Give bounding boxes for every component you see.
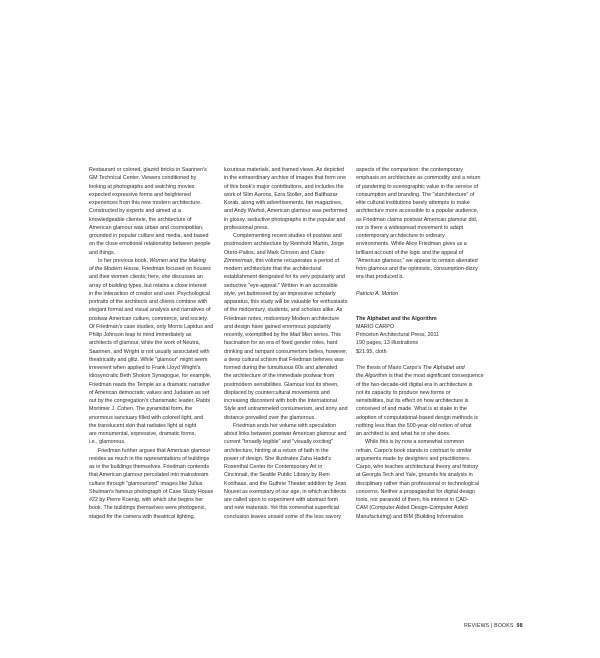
text-line: Manufacturing) and BIM (Building Information bbox=[356, 513, 464, 520]
text-line: from glamour and the optimistic, consumption-dizzy bbox=[356, 266, 478, 272]
text-line: irreverent when applied to Frank Lloyd Wright's bbox=[89, 365, 201, 371]
text-line: Complementing recent studies of postwar and bbox=[233, 233, 342, 239]
text-line: Saarinen, and Wright is not usually associated with bbox=[89, 348, 210, 355]
text-line: array of building types, but retains a close interest bbox=[89, 282, 207, 289]
text-line: American glamour was urban and cosmopolitan, bbox=[89, 224, 204, 231]
text-line: arguments made by designers and practitioners. bbox=[356, 455, 471, 462]
text-line: Mortimer J. Cohen. The pyramidal form, the bbox=[89, 406, 193, 413]
text-line: i.e., glamorous. bbox=[89, 439, 126, 446]
text-line: apparatus, this study will be valuable for enthusiasts bbox=[224, 299, 348, 305]
text-line: in the interaction of creator and user. Psychological bbox=[89, 290, 210, 297]
text-line: Philip Johnson leap to mind immediately as bbox=[89, 332, 192, 338]
text-line: modern architecture that the architectural bbox=[224, 266, 322, 272]
text-line: resides as much in the representations of buildings bbox=[89, 455, 210, 462]
text-line: seductive "eye-appeal." Written in an accessible bbox=[224, 282, 338, 289]
text-line: luxurious materials, and framed views. As depicted bbox=[224, 167, 344, 173]
text-line: conceived of and made. What is at stake in the bbox=[356, 406, 467, 413]
text-line: architects of glamour, while the work of Neutra, bbox=[89, 340, 201, 347]
book-publisher: Princeton Architectural Press, 2011 bbox=[356, 332, 440, 338]
text-line: and their women clients; here, she discusses an bbox=[89, 274, 203, 281]
book-pages: 190 pages, 13 illustrations bbox=[356, 340, 419, 347]
text-line: aspects of the comparison: the contemporary bbox=[356, 167, 463, 173]
text-line: distance prevailed over the glamorous. bbox=[224, 414, 316, 421]
text-line: nor is there a widespread movement to adapt bbox=[356, 224, 464, 231]
text-line: architecture, hinting at a return of faith in the bbox=[224, 447, 329, 454]
text-line: displaced by countercultural movements and bbox=[224, 389, 330, 396]
review-title: The Alphabet and the Algorithm bbox=[356, 315, 437, 322]
text-line: of pandering to scenographic value in the service of bbox=[356, 183, 479, 190]
text-line: environments. While Alice Friedman gives us a bbox=[356, 241, 467, 248]
text-line: Friedman further argues that American glamour bbox=[98, 447, 211, 454]
paragraph-gap bbox=[356, 306, 518, 314]
text-line: refrain, Carpo's book stands in contrast to similar bbox=[356, 447, 472, 454]
text-line: contemporary architecture to ordinary bbox=[356, 233, 445, 239]
text-line: enormous sanctuary filled with colored light, and bbox=[89, 414, 204, 421]
text-line: of the midcentury, students, and scholars alike. As bbox=[224, 307, 343, 314]
text-line: drinking and rampant consumerism belies, however, bbox=[224, 348, 348, 355]
text-line: elite cultural institutions barely attempts to make bbox=[356, 200, 470, 206]
text-line: disciplinary rather than professional or technological bbox=[356, 480, 479, 487]
text-line: #22 by Pierre Koenig, with which she begins her bbox=[89, 497, 204, 503]
text-line: portraits of the architects and clients combine with bbox=[89, 299, 208, 305]
text-line: at Georgia Tech and Yale, grounds his analysis in bbox=[356, 472, 473, 479]
text-line: are monumental, expressive, dramatic forms, bbox=[89, 431, 196, 437]
text-line: of this book's major contributions, and includes the bbox=[224, 183, 344, 190]
text-line: conclusion leaves unsaid some of the less savory bbox=[224, 513, 342, 520]
text-line: increasing discontent with both the International bbox=[224, 398, 337, 404]
text-line: style, yet buttressed by an impressive scholarly bbox=[224, 290, 336, 297]
text-line: power of design. She illustrates Zaha Hadid's bbox=[224, 455, 332, 462]
text-line: are called upon to experiment with abstract form bbox=[224, 497, 339, 503]
text-line: Of Friedman's case studies, only Morris Lapidus and bbox=[89, 323, 214, 330]
text-line: postmodern architecture by Reinhold Martin, Jorge bbox=[224, 241, 344, 248]
text-line: in glossy, seductive photographs in the popular and bbox=[224, 216, 346, 223]
text-line: sensibilities, but its effect on how architecture is bbox=[356, 398, 469, 404]
text-line: recently, exemplified by the Mad Men series. This bbox=[224, 332, 341, 338]
text-line: Korab, along with advertisements, fan magazines, bbox=[224, 200, 343, 206]
text-line: nothing less than the 500-year-old notion of what bbox=[356, 422, 472, 429]
book-price: $21.95, cloth bbox=[356, 348, 387, 355]
page-number: 98 bbox=[516, 623, 523, 629]
text-line: Otero-Pailos, and Mark Crinson and Claire bbox=[224, 249, 325, 256]
text-line: "American glamour," we appear to remain alienated bbox=[356, 257, 478, 264]
text-line: CAM (Computer Aided Design-Computer Aided bbox=[356, 505, 468, 512]
text-line: experiences from this new modern architecture. bbox=[89, 200, 202, 206]
text-line: of the two-decade-old digital era in architecture is bbox=[356, 381, 473, 388]
text-line: Friedman reads the Temple as a dramatic narrative bbox=[89, 381, 210, 388]
text-line: in the extraordinary archive of images that form one bbox=[224, 175, 347, 182]
text-line: postmodern sensibilities. Glamour lost its sheen, bbox=[224, 381, 339, 388]
text-line: Koolhaas, and the Guthrie Theater addition by Jean bbox=[224, 480, 347, 487]
text-line: knowledgeable clientele, the architecture of bbox=[89, 216, 192, 223]
text-line: elegant formal and visual analysis and narratives of bbox=[89, 307, 211, 314]
text-line: In her previous book, Women and the Making bbox=[98, 257, 206, 264]
paragraph-gap bbox=[356, 282, 518, 290]
text-line: fascination for an era of fixed gender roles, hard bbox=[224, 340, 338, 347]
text-line: establishment denigrated for its very popularity and bbox=[224, 274, 345, 281]
paragraph-gap bbox=[356, 356, 518, 364]
text-line: not its capacity to produce new forms or bbox=[356, 389, 451, 396]
text-line: Cincinnati, the Seattle Public Library by Rem bbox=[224, 472, 330, 479]
page-footer bbox=[464, 623, 523, 629]
text-line: While this is by now a somewhat common bbox=[365, 439, 465, 446]
text-line: that American glamour percolated into mainstream bbox=[89, 472, 209, 479]
text-line: on the close emotional relationship between people bbox=[89, 241, 211, 248]
text-line: consumption and branding. The "starchitecture" of bbox=[356, 191, 475, 198]
text-line: the translucent skin that radiates light at night bbox=[89, 422, 197, 429]
text-line: professional press. bbox=[224, 224, 269, 231]
text-line: theatricality and glitz. While "glamour" might seem bbox=[89, 356, 208, 363]
text-line: about links between postwar American glamour and bbox=[224, 431, 347, 437]
text-line: formed during the tumultuous 60s and alienated bbox=[224, 365, 338, 371]
text-line: era that produced it. bbox=[356, 274, 404, 281]
text-line: out by the congregation's charismatic leader, Rabbi bbox=[89, 398, 211, 404]
text-line: emphasis on architecture as commodity and a return bbox=[356, 175, 481, 182]
text-line: and things. bbox=[89, 249, 116, 256]
text-line: Style and untrammeled consumerism, and irony and bbox=[224, 406, 348, 413]
text-line: Nouvel as exemplary of our age, in which architects bbox=[224, 488, 347, 495]
text-line: idiosyncratic Beth Sholom Synagogue, for example, bbox=[89, 373, 212, 380]
text-line: Friedman notes, midcentury Modern architecture bbox=[224, 315, 340, 322]
text-line: a deep cultural schism that Friedman believes was bbox=[224, 356, 344, 363]
text-line: adoption of computational-based design methods is bbox=[356, 414, 479, 421]
book-author: MARIO CARPO bbox=[356, 323, 395, 330]
text-line: GM Technical Center. Viewers conditioned by bbox=[89, 175, 197, 182]
text-line: Zimmerman, this volume recuperates a period of bbox=[224, 257, 339, 264]
text-line: work of Slim Aarons, Ezra Stoller, and Balthazar bbox=[224, 191, 338, 198]
text-line: staged for the camera with theatrical lighting, bbox=[89, 513, 196, 520]
text-line: postwar American culture, commerce, and society. bbox=[89, 315, 208, 322]
text-line: grounded in popular culture and media, and based bbox=[89, 233, 209, 239]
text-line: the Algorithm is that the most significant consequence bbox=[356, 373, 484, 380]
text-line: current "broadly legible" and "visually exciting" bbox=[224, 439, 334, 446]
text-line: Constructed by experts and aimed at a bbox=[89, 208, 181, 215]
text-line: as in the buildings themselves. Friedman contends bbox=[89, 464, 210, 470]
text-line: Rosenthal Center for Contemporary Art in bbox=[224, 464, 323, 470]
reviewer-signature: Patricio A. Morton bbox=[356, 290, 399, 297]
text-line: tools, nor paranoid of them, his interest in CAD- bbox=[356, 497, 469, 503]
paragraph-gap bbox=[356, 298, 518, 306]
text-column-3 bbox=[356, 166, 518, 521]
text-line: concerns. Neither a propagandist for digital design bbox=[356, 488, 476, 495]
text-line: an architect is and what he or she does. bbox=[356, 431, 451, 437]
text-line: book. The buildings themselves were photogenic, bbox=[89, 505, 206, 512]
text-line: looking at photographs and watching movies bbox=[89, 183, 195, 190]
section-label: REVIEWS | BOOKS bbox=[464, 623, 514, 629]
text-line: culture through "glamourized" images like Julius bbox=[89, 480, 203, 487]
text-line: architecture more accessible to a popular audience, bbox=[356, 208, 479, 215]
text-line: and Andy Warhol, American glamour was performed bbox=[224, 208, 348, 215]
text-line: Shulman's famous photograph of Case Study House bbox=[89, 488, 214, 495]
text-line: Friedman ends her volume with speculation bbox=[233, 422, 337, 429]
text-line: expected expressive forms and heightened bbox=[89, 191, 191, 198]
text-line: of American democratic values and Judaism as set bbox=[89, 389, 210, 396]
text-line: The thesis of Mario Carpo's The Alphabet and bbox=[356, 365, 465, 371]
text-line: the architecture of the immediate postwar from bbox=[224, 373, 335, 380]
text-line: as Friedman claims postwar American glamour did, bbox=[356, 216, 478, 223]
text-line: and design have gained enormous popularity bbox=[224, 323, 331, 330]
text-line: brilliant account of the logic and the appeal of bbox=[356, 249, 464, 256]
text-line: of the Modern House, Friedman focused on houses bbox=[89, 266, 211, 272]
text-line: and new materials. Yet this somewhat superficial bbox=[224, 505, 339, 512]
text-line: Carpo, who teaches architectural theory and history bbox=[356, 464, 479, 470]
text-line: Restaurant or colored, glazed bricks in Saarinen's bbox=[89, 167, 207, 173]
